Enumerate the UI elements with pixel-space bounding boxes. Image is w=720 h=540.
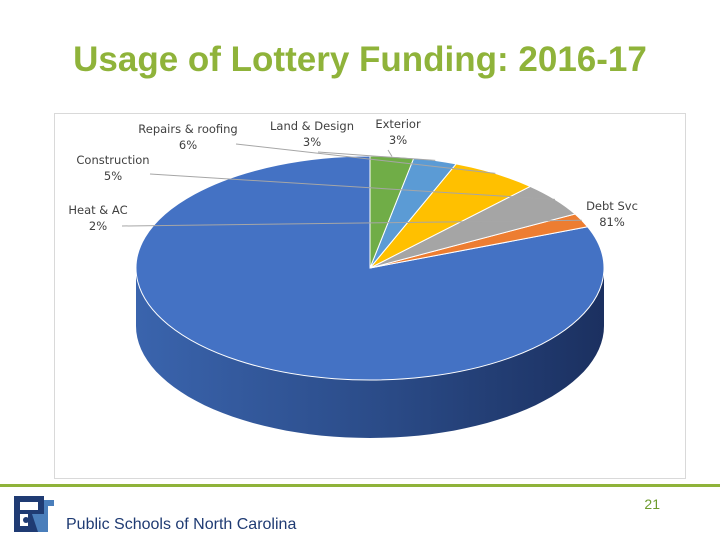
- slice-label: Debt Svc: [586, 199, 638, 213]
- slice-percent-label: 6%: [178, 138, 198, 152]
- slice-percent-label: 3%: [388, 133, 408, 147]
- slice-label: Construction: [76, 153, 150, 167]
- slice-label: Heat & AC: [68, 203, 128, 217]
- leader-line: [388, 150, 392, 157]
- slice-percent-label: 2%: [88, 219, 108, 233]
- nc-public-schools-logo-icon: [10, 492, 58, 536]
- slice-label: Land & Design: [269, 119, 355, 133]
- footer-rule: [0, 484, 720, 487]
- slice-percent-label: 3%: [302, 135, 322, 149]
- page-number: 21: [644, 496, 660, 512]
- slide-title: Usage of Lottery Funding: 2016-17: [73, 40, 647, 79]
- slice-label: Exterior: [375, 117, 421, 131]
- organization-name: Public Schools of North Carolina: [66, 516, 297, 533]
- slice-percent-label: 5%: [103, 169, 123, 183]
- slice-label: Repairs & roofing: [138, 122, 238, 136]
- slice-percent-label: 81%: [599, 215, 625, 229]
